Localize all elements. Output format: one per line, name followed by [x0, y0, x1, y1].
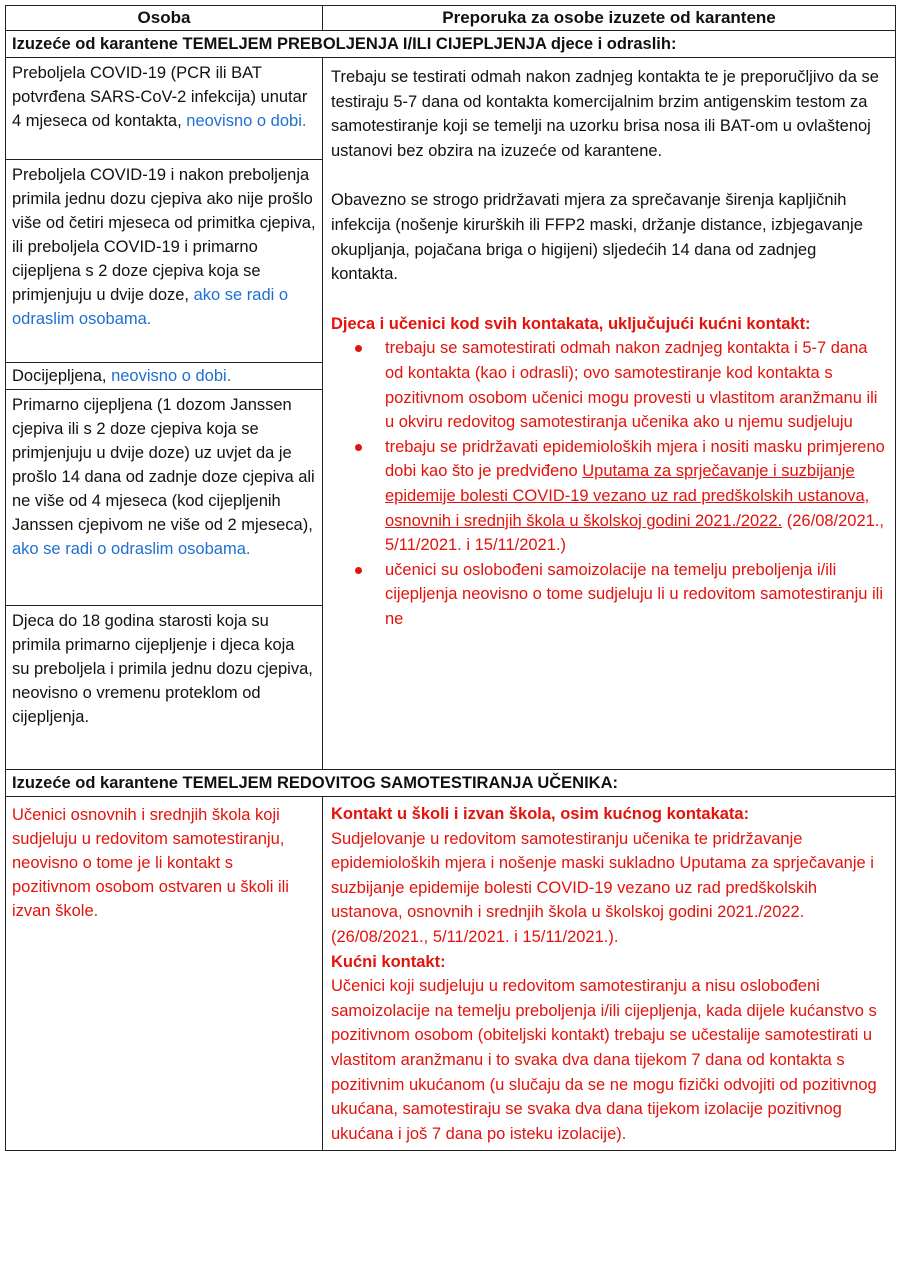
household-contact-heading: Kućni kontakt: — [331, 952, 446, 971]
students-text: Učenici osnovnih i srednjih škola koji sudjeluju u redovitom samotestiranju, neovisno o tome je li kontakt s pozitivnom osobom ostvaren u školi ili izvan škole. — [12, 806, 289, 920]
section2-title: Izuzeće od karantene TEMELJEM REDOVITOG SAMOTESTIRANJA UČENIKA: — [6, 770, 896, 797]
recommendation-para-2: Obavezno se strogo pridržavati mjera za sprečavanje širenja kapljičnih infekcija (nošenje kirurških ili FFP2 maski, držanje distance, izbjegavanje okupljanja, pojačana briga o higijeni) sljedećih 14 dana od zadnjeg kontakta. — [331, 191, 863, 284]
table-row — [6, 797, 896, 1151]
table-row — [6, 58, 896, 160]
left-cell-students — [6, 797, 323, 1151]
cell-body: Preboljela COVID-19 (PCR ili BAT potvrđena SARS-CoV-2 infekcija) unutar 4 mjeseca od kontakta, — [12, 64, 308, 130]
list-item — [323, 558, 895, 632]
quarantine-exemption-table — [5, 5, 896, 1151]
cell-body: Primarno cijepljena (1 dozom Janssen cjepiva ili s 2 doze cjepiva koja se primjenjuju u dvije doze) uz uvjet da je prošlo 14 dana od zadnje doze cjepiva ali ne više od 4 mjeseca (kod cijepljenih Janssen cjepivom ne više od 2 mjeseca), — [12, 396, 315, 534]
children-bullets — [323, 336, 895, 631]
cell-text — [6, 606, 322, 731]
right-cell-section2 — [323, 797, 896, 1151]
cell-blue-note: ako se radi o odraslim osobama. — [12, 286, 289, 328]
left-cell-5 — [6, 606, 323, 770]
recommendation-para-1: Trebaju se testirati odmah nakon zadnjeg kontakta te je preporučljivo da se testiraju 5-7 dana od kontakta komercijalnim brzim antigenskim testom za samotestiranje koji se temelji na uzorku brisa nosa ili BAT-om u ovlaštenoj ustanovi bez obzira na izuzeće od karantene. — [331, 68, 879, 160]
school-contact-heading: Kontakt u školi i izvan škola, osim kućnog kontakata: — [331, 805, 750, 823]
cell-text — [6, 160, 322, 333]
cell-body: Preboljela COVID-19 i nakon preboljenja primila jednu dozu cjepiva ako nije prošlo više od četiri mjeseca od primitka cjepiva, ili preboljela COVID-19 i primarno cijepljena s 2 doze cjepiva koja se primjenjuju u dvije doze, — [12, 166, 316, 304]
bullet-icon — [355, 345, 362, 352]
header-col-preporuka: Preporuka za osobe izuzete od karantene — [323, 6, 896, 31]
cell-text — [6, 363, 322, 388]
cell-body: Docijepljena, — [12, 367, 107, 385]
household-contact-para: Učenici koji sudjeluju u redovitom samotestiranju a nisu oslobođeni samoizolacije na temelju preboljenja i/ili cijepljenja, kada dijele kućanstvo s pozitivnom osobom (obiteljski kontakt) trebaju se učestalije samotestirati u vlastitom aranžmanu i to svaka dva dana tijekom 7 dana od kontakta s pozitivnim ukućanom (u slučaju da se ne mogu fizički odvojiti od pozitivnog ukućana, samotestiraju se svaka dva dana tijekom izolacije pozitivnog ukućana i još 7 dana po isteku izolacije). — [331, 977, 877, 1143]
cell-blue-note: neovisno o dobi. — [186, 112, 307, 130]
bullet-icon — [355, 567, 362, 574]
bullet-text: trebaju se pridržavati epidemioloških mjera i nositi masku primjereno dobi kao što je predviđeno — [385, 437, 885, 481]
left-cell-4 — [6, 390, 323, 606]
cell-blue-note: neovisno o dobi. — [111, 367, 232, 385]
cell-body: Djeca do 18 godina starosti koja su primila primarno cijepljenje i djeca koja su preboljela i primila jednu dozu cjepiva, neovisno o vremenu proteklom od cijepljenja. — [12, 612, 313, 726]
right-cell-section1 — [323, 58, 896, 770]
section2-title-row — [6, 770, 896, 797]
table-header-row — [6, 6, 896, 31]
left-cell-3 — [6, 363, 323, 390]
section1-title-row — [6, 31, 896, 58]
header-col-osoba: Osoba — [6, 6, 323, 31]
guidelines-link[interactable]: Uputama za sprječavanje i suzbijanje epidemije bolesti COVID-19 vezano uz rad predškolskih ustanova, osnovnih i srednjih škola u školskoj godini 2021./2022. — [385, 462, 870, 530]
left-cell-2 — [6, 160, 323, 363]
school-contact-para: Sudjelovanje u redovitom samotestiranju učenika te pridržavanje epidemioloških mjera i nošenje maski sukladno Uputama za sprječavanje i suzbijanje epidemije bolesti COVID-19 vezano uz rad predškolskih ustanova, osnovnih i srednjih škola u školskoj godini 2021./2022. (26/08/2021., 5/11/2021. i 15/11/2021.). — [331, 829, 874, 946]
cell-blue-note: ako se radi o odraslim osobama. — [12, 540, 251, 558]
cell-text — [6, 390, 322, 563]
list-item — [323, 336, 895, 434]
children-heading: Djeca i učenici kod svih kontakata, uključujući kućni kontakt: — [331, 314, 811, 333]
bullet-text-dates: (26/08/2021., 5/11/2021. i 15/11/2021.) — [385, 511, 885, 555]
list-item — [323, 435, 895, 558]
left-cell-1 — [6, 58, 323, 160]
section1-title: Izuzeće od karantene TEMELJEM PREBOLJENJA I/ILI CIJEPLJENJA djece i odraslih: — [6, 31, 896, 58]
bullet-text: učenici su oslobođeni samoizolacije na temelju preboljenja i/ili cijepljenja neovisno o tome sudjeluju li u redovitom samotestiranju ili ne — [385, 560, 884, 628]
cell-text — [6, 58, 322, 135]
bullet-text: trebaju se samotestirati odmah nakon zadnjeg kontakta i 5-7 dana od kontakta (kao i odrasli); ovo samotestiranje kod kontakta s pozitivnom osobom učenici mogu provesti u vlastitom aranžmanu ili u okviru redovitog samotestiranja učenika ako u njemu sudjeluju — [385, 339, 878, 432]
bullet-icon — [355, 444, 362, 451]
